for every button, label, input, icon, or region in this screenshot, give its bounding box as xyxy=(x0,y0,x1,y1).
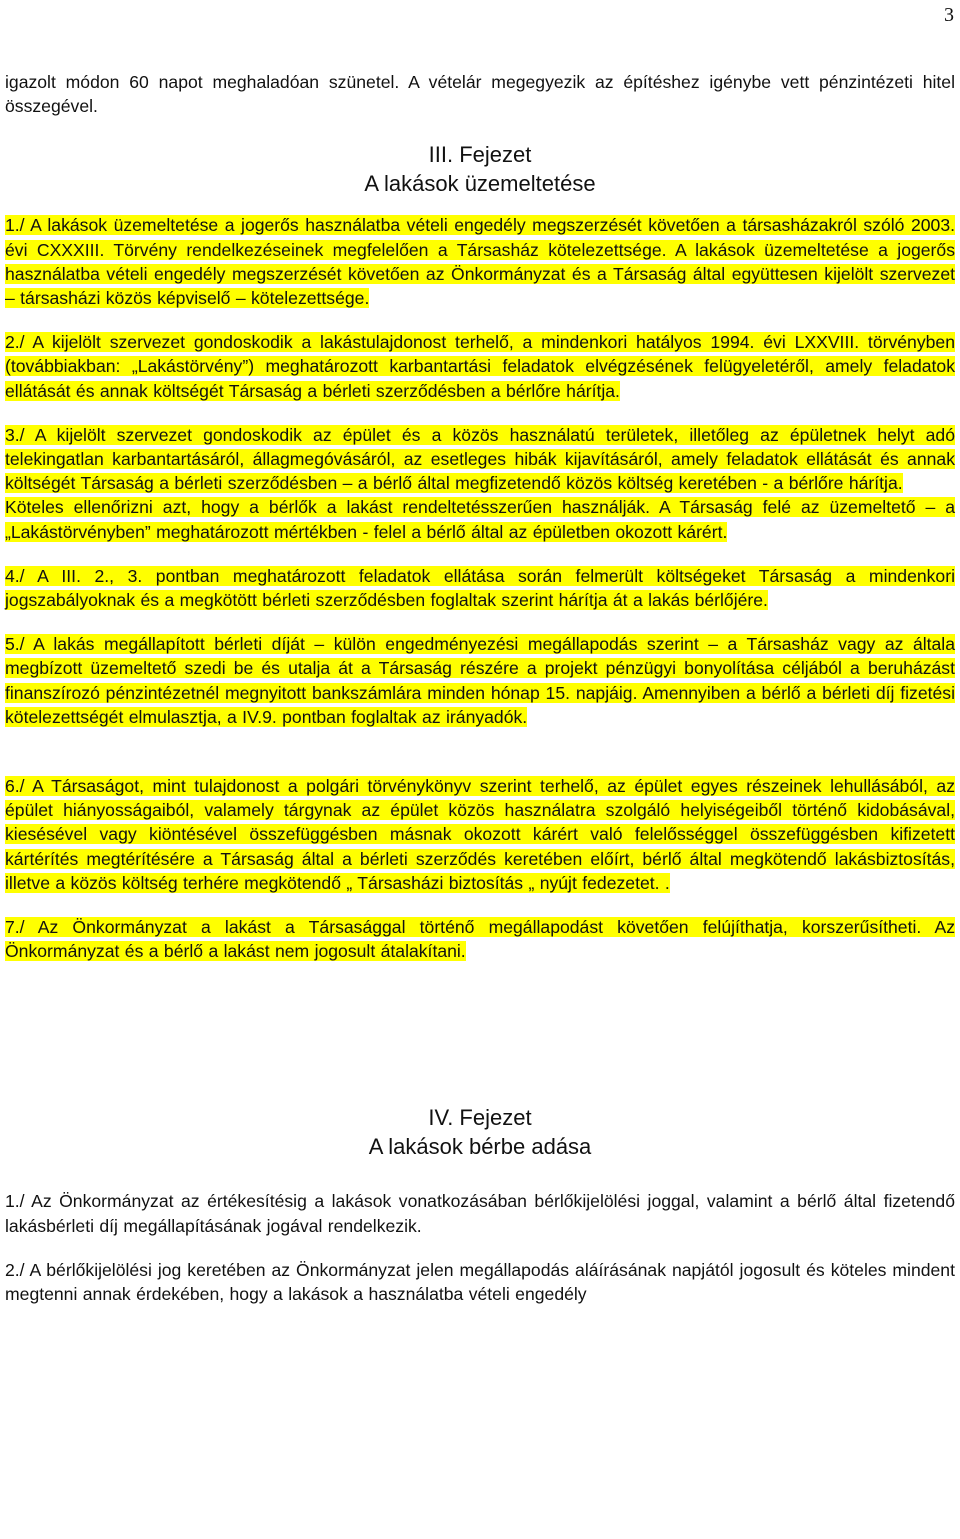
chapter-3-title: A lakások üzemeltetése xyxy=(364,171,596,197)
intro-text: igazolt módon 60 napot meghaladóan szünetel. A vételár megegyezik az építéshez igénybe vett pénzintézeti hitel összegével. xyxy=(5,72,955,117)
chapter-3-paragraph-7 xyxy=(5,915,955,963)
chapter-3-paragraph-1 xyxy=(5,213,955,310)
highlighted-text: 6./ A Társaságot, mint tulajdonost a polgári törvénykönyv szerint terhelő, az épület egyes részeinek lehullásából, az épület hiányosságaiból, valamely tárgynak az épület közös használatra szolgáló helyiségeiből történő kidobásával, kiesésével vagy kiöntésével összefüggésben másnak okozott kárért való felelősséggel összefüggésben kifizetett kártérítés megtérítésére a Társaság által a bérleti szerződés keretében előírt, bérlő által megkötendő lakásbiztosítás, illetve a közös költség terhére megkötendő „ Társasházi biztosítás „ nyújt fedezetet. . xyxy=(5,776,955,893)
paragraph-text: 1./ Az Önkormányzat az értékesítésig a lakások vonatkozásában bérlőkijelölési joggal, valamint a bérlő által fizetendő lakásbérleti díj megállapításának jogával rendelkezik. xyxy=(5,1191,955,1236)
highlighted-text: 3./ A kijelölt szervezet gondoskodik az épület és a közös használatú területek, illetőleg az épületnek helyt adó telekingatlan karbantartásáról, állagmegóvásáról, az esetleges hibák kijavításáról, amely feladatok ellátását és annak költségét Társaság a bérleti szerződésben – a bérlő által megfizetendő közös költség keretében - a bérlőre hárítja. xyxy=(5,424,955,494)
chapter-3-paragraph-3b xyxy=(5,495,955,543)
highlighted-text: 1./ A lakások üzemeltetése a jogerős használatba vételi engedély megszerzését követően a társasházakról szóló 2003. évi CXXXIII. Törvény rendelkezéseinek megfelelően a Társasház kötelezettsége. A lakások üzemeltetése a jogerős használatba vételi engedély megszerzését követően az Önkormányzat és a Társaság által együttesen kijelölt szervezet – társasházi közös képviselő – kötelezettsége. xyxy=(5,215,955,309)
document-body xyxy=(5,0,955,1306)
chapter-3-number: III. Fejezet xyxy=(428,142,532,168)
chapter-3-paragraph-5 xyxy=(5,632,955,729)
paragraph-text: 2./ A bérlőkijelölési jog keretében az Önkormányzat jelen megállapodás aláírásának napjától jogosult és köteles mindent megtenni annak érdekében, hogy a lakások a használatba vételi engedély xyxy=(5,1259,955,1305)
highlighted-text: 7./ Az Önkormányzat a lakást a Társasággal történő megállapodást követően felújíthatja, korszerűsítheti. Az Önkormányzat és a bérlő a lakást nem jogosult átalakítani. xyxy=(5,917,955,962)
chapter-4-paragraph-1 xyxy=(5,1189,955,1237)
chapter-3-paragraph-2 xyxy=(5,330,955,403)
intro-paragraph xyxy=(5,70,955,118)
chapter-4-number: IV. Fejezet xyxy=(428,1105,532,1131)
highlighted-text: 5./ A lakás megállapított bérleti díját – külön engedményezési megállapodás szerint – a Társasház vagy az általa megbízott üzemeltető szedi be és utalja át a Társaság részére a projekt pénzügyi bonyolítása céljából a beruházást finanszírozó pénzintézetnél megnyitott bankszámlára minden hónap 15. napjáig. Amennyiben a bérlő a bérleti díj fizetési kötelezettségét elmulasztja, a IV.9. pontban foglaltak az irányadók. xyxy=(5,634,955,727)
chapter-3-paragraph-4 xyxy=(5,564,955,612)
chapter-4-title: A lakások bérbe adása xyxy=(368,1134,592,1160)
chapter-4-paragraph-2 xyxy=(5,1258,955,1306)
highlighted-text: 2./ A kijelölt szervezet gondoskodik a lakástulajdonost terhelő, a mindenkori hatályos 1994. évi LXXVIII. törvényben (továbbiakban: „Lakástörvény”) meghatározott karbantartási feladatok elvégzésének felügyeletéről, amely feladatok ellátását és annak költségét Társaság a bérleti szerződésben a bérlőre hárítja. xyxy=(5,332,955,401)
highlighted-text: 4./ A III. 2., 3. pontban meghatározott feladatok ellátása során felmerült költségeket Társaság a mindenkori jogszabályoknak és a megkötött bérleti szerződésben foglaltak szerint hárítja át a lakás bérlőjére. xyxy=(5,565,955,611)
chapter-3-paragraph-3 xyxy=(5,423,955,496)
chapter-3-paragraph-6 xyxy=(5,774,955,895)
page-number: 3 xyxy=(944,4,954,26)
highlighted-text: Köteles ellenőrizni azt, hogy a bérlők a lakást rendeltetésszerűen használják. A Társaság felé az üzemeltető – a „Lakástörvényben” meghatározott mértékben - felel a bérlő által az épületben okozott kárért. xyxy=(5,497,955,542)
